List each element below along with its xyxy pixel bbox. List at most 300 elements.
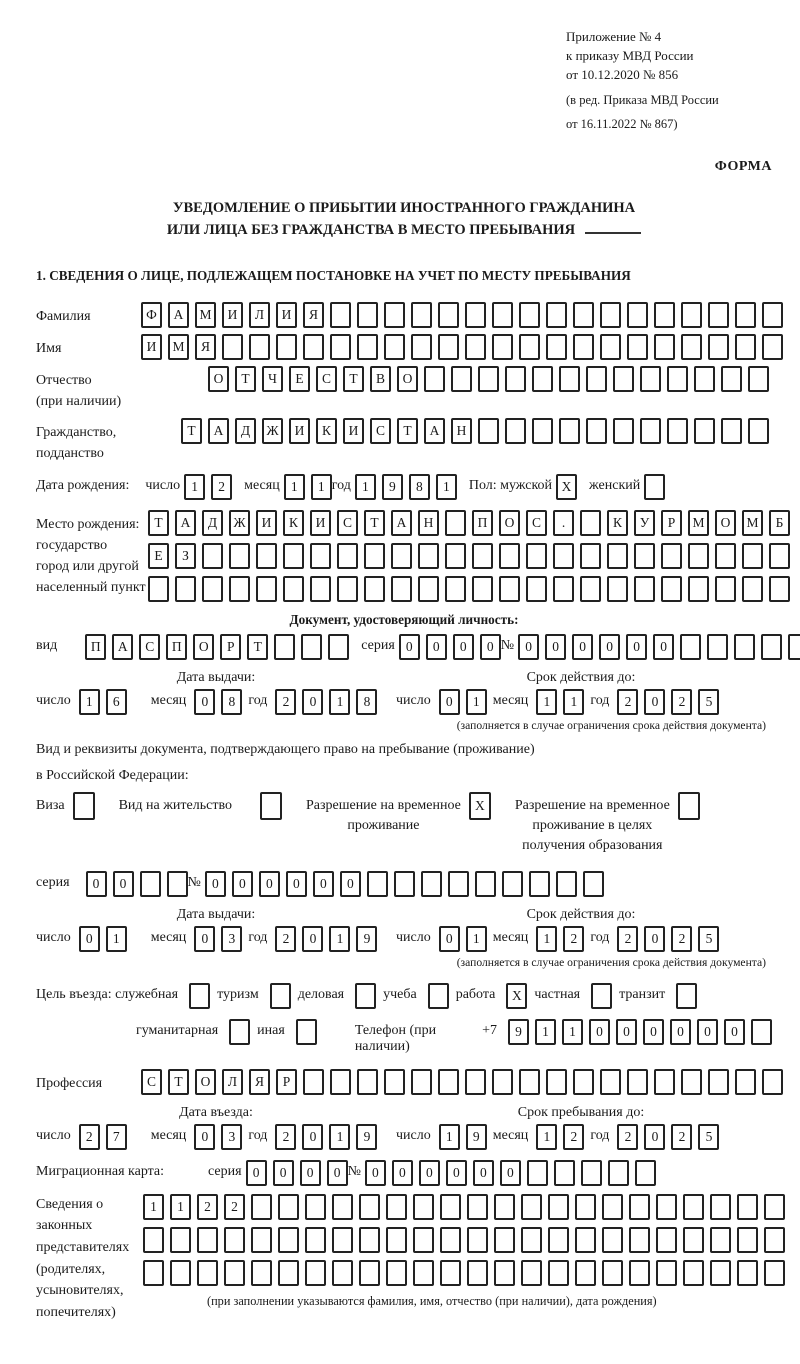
char-cell[interactable]: П xyxy=(85,634,106,660)
char-cell[interactable] xyxy=(364,543,385,569)
char-cell[interactable] xyxy=(627,1069,648,1095)
char-cell[interactable]: 8 xyxy=(409,474,430,500)
char-cell[interactable]: О xyxy=(208,366,229,392)
char-cell[interactable] xyxy=(310,543,331,569)
legal-reps-row2-cells[interactable] xyxy=(143,1227,785,1253)
doc-issue-day-cells[interactable] xyxy=(79,689,127,715)
char-cell[interactable] xyxy=(554,1160,575,1186)
char-cell[interactable] xyxy=(661,543,682,569)
char-cell[interactable] xyxy=(73,792,95,820)
char-cell[interactable] xyxy=(310,576,331,602)
char-cell[interactable] xyxy=(189,983,210,1009)
char-cell[interactable]: Т xyxy=(168,1069,189,1095)
char-cell[interactable] xyxy=(627,302,648,328)
char-cell[interactable] xyxy=(654,1069,675,1095)
char-cell[interactable] xyxy=(580,543,601,569)
char-cell[interactable] xyxy=(548,1260,569,1286)
char-cell[interactable]: М xyxy=(195,302,216,328)
permit-issue-year-cells[interactable] xyxy=(275,926,377,952)
char-cell[interactable]: К xyxy=(283,510,304,536)
char-cell[interactable]: М xyxy=(742,510,763,536)
char-cell[interactable] xyxy=(467,1260,488,1286)
char-cell[interactable] xyxy=(656,1227,677,1253)
char-cell[interactable]: 0 xyxy=(399,634,420,660)
permit-valid-year-cells[interactable] xyxy=(617,926,719,952)
char-cell[interactable] xyxy=(357,1069,378,1095)
char-cell[interactable] xyxy=(710,1260,731,1286)
surname-cells[interactable] xyxy=(141,302,783,328)
char-cell[interactable]: 2 xyxy=(563,926,584,952)
char-cell[interactable] xyxy=(411,302,432,328)
char-cell[interactable]: 0 xyxy=(616,1019,637,1045)
char-cell[interactable] xyxy=(413,1194,434,1220)
char-cell[interactable]: Я xyxy=(195,334,216,360)
char-cell[interactable]: 0 xyxy=(473,1160,494,1186)
char-cell[interactable]: X xyxy=(556,474,577,500)
char-cell[interactable]: В xyxy=(370,366,391,392)
char-cell[interactable]: 0 xyxy=(205,871,226,897)
char-cell[interactable]: 1 xyxy=(466,926,487,952)
purpose-transit-checkbox[interactable] xyxy=(676,983,697,1009)
char-cell[interactable] xyxy=(251,1260,272,1286)
char-cell[interactable]: С xyxy=(141,1069,162,1095)
char-cell[interactable]: 3 xyxy=(221,926,242,952)
char-cell[interactable] xyxy=(737,1227,758,1253)
char-cell[interactable] xyxy=(607,576,628,602)
char-cell[interactable] xyxy=(411,1069,432,1095)
char-cell[interactable] xyxy=(613,366,634,392)
char-cell[interactable] xyxy=(499,543,520,569)
char-cell[interactable]: 0 xyxy=(446,1160,467,1186)
char-cell[interactable] xyxy=(143,1227,164,1253)
residence-permit-checkbox[interactable] xyxy=(260,792,282,820)
char-cell[interactable] xyxy=(629,1260,650,1286)
char-cell[interactable] xyxy=(148,576,169,602)
char-cell[interactable]: 2 xyxy=(79,1124,100,1150)
char-cell[interactable] xyxy=(681,1069,702,1095)
char-cell[interactable]: 2 xyxy=(275,689,296,715)
char-cell[interactable] xyxy=(451,366,472,392)
char-cell[interactable] xyxy=(607,543,628,569)
doc-valid-month-cells[interactable] xyxy=(536,689,584,715)
char-cell[interactable] xyxy=(256,576,277,602)
char-cell[interactable]: С xyxy=(316,366,337,392)
char-cell[interactable] xyxy=(521,1227,542,1253)
char-cell[interactable]: 0 xyxy=(644,926,665,952)
char-cell[interactable] xyxy=(640,418,661,444)
char-cell[interactable] xyxy=(494,1194,515,1220)
char-cell[interactable] xyxy=(737,1194,758,1220)
char-cell[interactable] xyxy=(600,334,621,360)
char-cell[interactable]: Н xyxy=(418,510,439,536)
char-cell[interactable] xyxy=(761,634,782,660)
char-cell[interactable] xyxy=(586,366,607,392)
char-cell[interactable] xyxy=(418,543,439,569)
char-cell[interactable] xyxy=(357,334,378,360)
char-cell[interactable] xyxy=(394,871,415,897)
char-cell[interactable] xyxy=(492,1069,513,1095)
char-cell[interactable]: 0 xyxy=(259,871,280,897)
char-cell[interactable]: . xyxy=(553,510,574,536)
char-cell[interactable] xyxy=(229,543,250,569)
legal-reps-row1-cells[interactable] xyxy=(143,1194,785,1220)
char-cell[interactable] xyxy=(411,334,432,360)
char-cell[interactable] xyxy=(715,543,736,569)
char-cell[interactable]: 3 xyxy=(221,1124,242,1150)
char-cell[interactable]: А xyxy=(391,510,412,536)
char-cell[interactable] xyxy=(715,576,736,602)
permit-series-cells[interactable] xyxy=(86,871,188,897)
char-cell[interactable] xyxy=(762,302,783,328)
char-cell[interactable]: Р xyxy=(220,634,241,660)
char-cell[interactable]: А xyxy=(112,634,133,660)
char-cell[interactable]: Б xyxy=(769,510,790,536)
char-cell[interactable] xyxy=(694,418,715,444)
char-cell[interactable]: К xyxy=(316,418,337,444)
char-cell[interactable] xyxy=(602,1227,623,1253)
char-cell[interactable]: 1 xyxy=(170,1194,191,1220)
char-cell[interactable] xyxy=(386,1227,407,1253)
char-cell[interactable]: Т xyxy=(247,634,268,660)
char-cell[interactable] xyxy=(197,1227,218,1253)
char-cell[interactable]: Ж xyxy=(262,418,283,444)
char-cell[interactable]: Д xyxy=(235,418,256,444)
name-cells[interactable] xyxy=(141,334,783,360)
char-cell[interactable] xyxy=(742,543,763,569)
char-cell[interactable] xyxy=(440,1260,461,1286)
char-cell[interactable] xyxy=(384,302,405,328)
char-cell[interactable] xyxy=(337,576,358,602)
char-cell[interactable] xyxy=(274,634,295,660)
char-cell[interactable]: 9 xyxy=(466,1124,487,1150)
entry-month-cells[interactable] xyxy=(194,1124,242,1150)
char-cell[interactable] xyxy=(553,543,574,569)
char-cell[interactable]: О xyxy=(195,1069,216,1095)
char-cell[interactable] xyxy=(764,1227,785,1253)
char-cell[interactable]: 7 xyxy=(106,1124,127,1150)
char-cell[interactable] xyxy=(502,871,523,897)
char-cell[interactable] xyxy=(608,1160,629,1186)
char-cell[interactable] xyxy=(301,634,322,660)
char-cell[interactable] xyxy=(688,576,709,602)
char-cell[interactable] xyxy=(548,1194,569,1220)
permit-valid-month-cells[interactable] xyxy=(536,926,584,952)
char-cell[interactable] xyxy=(467,1227,488,1253)
char-cell[interactable] xyxy=(224,1260,245,1286)
char-cell[interactable]: Т xyxy=(181,418,202,444)
char-cell[interactable]: Р xyxy=(661,510,682,536)
char-cell[interactable] xyxy=(580,576,601,602)
char-cell[interactable] xyxy=(424,366,445,392)
char-cell[interactable] xyxy=(519,302,540,328)
entry-year-cells[interactable] xyxy=(275,1124,377,1150)
char-cell[interactable] xyxy=(229,1019,250,1045)
char-cell[interactable]: Т xyxy=(397,418,418,444)
char-cell[interactable] xyxy=(445,576,466,602)
char-cell[interactable] xyxy=(735,334,756,360)
char-cell[interactable] xyxy=(751,1019,772,1045)
char-cell[interactable] xyxy=(355,983,376,1009)
purpose-private-checkbox[interactable] xyxy=(591,983,612,1009)
char-cell[interactable]: А xyxy=(208,418,229,444)
doc-valid-year-cells[interactable] xyxy=(617,689,719,715)
char-cell[interactable] xyxy=(681,334,702,360)
char-cell[interactable]: 0 xyxy=(626,634,647,660)
char-cell[interactable]: 2 xyxy=(563,1124,584,1150)
char-cell[interactable] xyxy=(170,1260,191,1286)
char-cell[interactable]: 9 xyxy=(382,474,403,500)
char-cell[interactable] xyxy=(465,334,486,360)
doc-issue-month-cells[interactable] xyxy=(194,689,242,715)
char-cell[interactable]: М xyxy=(688,510,709,536)
entry-day-cells[interactable] xyxy=(79,1124,127,1150)
char-cell[interactable] xyxy=(742,576,763,602)
char-cell[interactable] xyxy=(143,1260,164,1286)
purpose-humanitarian-checkbox[interactable] xyxy=(229,1019,250,1045)
char-cell[interactable]: М xyxy=(168,334,189,360)
permit-number-cells[interactable] xyxy=(205,871,604,897)
char-cell[interactable]: А xyxy=(424,418,445,444)
char-cell[interactable] xyxy=(559,366,580,392)
char-cell[interactable]: 0 xyxy=(327,1160,348,1186)
char-cell[interactable]: 1 xyxy=(439,1124,460,1150)
char-cell[interactable] xyxy=(337,543,358,569)
char-cell[interactable] xyxy=(586,418,607,444)
char-cell[interactable]: Л xyxy=(249,302,270,328)
char-cell[interactable] xyxy=(573,302,594,328)
char-cell[interactable] xyxy=(519,1069,540,1095)
char-cell[interactable]: 1 xyxy=(355,474,376,500)
char-cell[interactable]: И xyxy=(141,334,162,360)
char-cell[interactable] xyxy=(644,474,665,500)
char-cell[interactable] xyxy=(332,1227,353,1253)
purpose-business-checkbox[interactable] xyxy=(189,983,210,1009)
char-cell[interactable] xyxy=(332,1194,353,1220)
char-cell[interactable] xyxy=(640,366,661,392)
char-cell[interactable] xyxy=(505,418,526,444)
char-cell[interactable] xyxy=(391,543,412,569)
char-cell[interactable] xyxy=(710,1194,731,1220)
char-cell[interactable] xyxy=(548,1227,569,1253)
char-cell[interactable] xyxy=(546,1069,567,1095)
char-cell[interactable]: 0 xyxy=(453,634,474,660)
char-cell[interactable] xyxy=(465,302,486,328)
char-cell[interactable] xyxy=(278,1260,299,1286)
char-cell[interactable] xyxy=(303,334,324,360)
char-cell[interactable]: Е xyxy=(289,366,310,392)
char-cell[interactable] xyxy=(167,871,188,897)
char-cell[interactable] xyxy=(445,510,466,536)
permit-valid-day-cells[interactable] xyxy=(439,926,487,952)
char-cell[interactable]: С xyxy=(370,418,391,444)
char-cell[interactable]: 0 xyxy=(273,1160,294,1186)
char-cell[interactable]: 0 xyxy=(644,689,665,715)
char-cell[interactable] xyxy=(769,576,790,602)
char-cell[interactable] xyxy=(140,871,161,897)
char-cell[interactable] xyxy=(764,1194,785,1220)
char-cell[interactable]: 2 xyxy=(617,926,638,952)
char-cell[interactable] xyxy=(721,366,742,392)
char-cell[interactable] xyxy=(708,334,729,360)
char-cell[interactable] xyxy=(270,983,291,1009)
char-cell[interactable] xyxy=(737,1260,758,1286)
edu-permit-checkbox[interactable] xyxy=(678,792,700,820)
char-cell[interactable]: 1 xyxy=(143,1194,164,1220)
char-cell[interactable] xyxy=(735,302,756,328)
char-cell[interactable]: 1 xyxy=(79,689,100,715)
char-cell[interactable] xyxy=(748,418,769,444)
char-cell[interactable]: Я xyxy=(303,302,324,328)
char-cell[interactable] xyxy=(448,871,469,897)
char-cell[interactable] xyxy=(721,418,742,444)
char-cell[interactable] xyxy=(654,334,675,360)
char-cell[interactable] xyxy=(413,1260,434,1286)
char-cell[interactable]: О xyxy=(715,510,736,536)
char-cell[interactable]: 1 xyxy=(106,926,127,952)
char-cell[interactable]: О xyxy=(499,510,520,536)
char-cell[interactable] xyxy=(656,1260,677,1286)
birth-place-row2-cells[interactable] xyxy=(148,543,790,569)
char-cell[interactable] xyxy=(656,1194,677,1220)
char-cell[interactable] xyxy=(635,1160,656,1186)
char-cell[interactable] xyxy=(296,1019,317,1045)
char-cell[interactable]: 0 xyxy=(194,1124,215,1150)
char-cell[interactable] xyxy=(330,1069,351,1095)
char-cell[interactable] xyxy=(440,1227,461,1253)
char-cell[interactable]: И xyxy=(310,510,331,536)
char-cell[interactable] xyxy=(519,334,540,360)
char-cell[interactable]: 0 xyxy=(302,689,323,715)
char-cell[interactable] xyxy=(681,302,702,328)
char-cell[interactable]: 1 xyxy=(466,689,487,715)
char-cell[interactable]: 1 xyxy=(311,474,332,500)
char-cell[interactable] xyxy=(492,334,513,360)
char-cell[interactable] xyxy=(305,1227,326,1253)
migration-series-cells[interactable] xyxy=(246,1160,348,1186)
char-cell[interactable]: С xyxy=(526,510,547,536)
char-cell[interactable] xyxy=(330,302,351,328)
char-cell[interactable]: 1 xyxy=(536,689,557,715)
char-cell[interactable] xyxy=(357,302,378,328)
char-cell[interactable]: Ф xyxy=(141,302,162,328)
char-cell[interactable]: Т xyxy=(235,366,256,392)
char-cell[interactable] xyxy=(683,1260,704,1286)
char-cell[interactable] xyxy=(222,334,243,360)
char-cell[interactable] xyxy=(472,576,493,602)
profession-cells[interactable] xyxy=(141,1069,783,1095)
char-cell[interactable] xyxy=(710,1227,731,1253)
char-cell[interactable]: 1 xyxy=(536,1124,557,1150)
char-cell[interactable]: 0 xyxy=(426,634,447,660)
char-cell[interactable] xyxy=(303,1069,324,1095)
char-cell[interactable] xyxy=(667,366,688,392)
purpose-tourism-checkbox[interactable] xyxy=(270,983,291,1009)
char-cell[interactable] xyxy=(384,334,405,360)
char-cell[interactable] xyxy=(762,1069,783,1095)
char-cell[interactable]: О xyxy=(193,634,214,660)
char-cell[interactable] xyxy=(229,576,250,602)
birth-month-cells[interactable] xyxy=(284,474,332,500)
char-cell[interactable] xyxy=(175,576,196,602)
char-cell[interactable] xyxy=(591,983,612,1009)
char-cell[interactable]: Т xyxy=(148,510,169,536)
char-cell[interactable] xyxy=(332,1260,353,1286)
char-cell[interactable]: 0 xyxy=(439,689,460,715)
char-cell[interactable]: 2 xyxy=(617,689,638,715)
char-cell[interactable]: 0 xyxy=(194,689,215,715)
legal-reps-row3-cells[interactable] xyxy=(143,1260,785,1286)
char-cell[interactable] xyxy=(529,871,550,897)
char-cell[interactable] xyxy=(708,302,729,328)
char-cell[interactable]: 6 xyxy=(106,689,127,715)
char-cell[interactable] xyxy=(494,1227,515,1253)
char-cell[interactable]: Т xyxy=(364,510,385,536)
char-cell[interactable]: 2 xyxy=(671,689,692,715)
char-cell[interactable] xyxy=(249,334,270,360)
char-cell[interactable] xyxy=(575,1194,596,1220)
char-cell[interactable]: 9 xyxy=(356,1124,377,1150)
char-cell[interactable] xyxy=(256,543,277,569)
char-cell[interactable] xyxy=(467,1194,488,1220)
temp-permit-checkbox[interactable] xyxy=(469,792,491,820)
char-cell[interactable]: 0 xyxy=(79,926,100,952)
char-cell[interactable]: 0 xyxy=(724,1019,745,1045)
char-cell[interactable]: 0 xyxy=(246,1160,267,1186)
char-cell[interactable] xyxy=(421,871,442,897)
char-cell[interactable]: А xyxy=(168,302,189,328)
char-cell[interactable]: И xyxy=(256,510,277,536)
char-cell[interactable]: 0 xyxy=(697,1019,718,1045)
visa-checkbox[interactable] xyxy=(73,792,95,820)
char-cell[interactable]: 1 xyxy=(563,689,584,715)
char-cell[interactable] xyxy=(202,576,223,602)
char-cell[interactable] xyxy=(384,1069,405,1095)
char-cell[interactable] xyxy=(438,1069,459,1095)
char-cell[interactable] xyxy=(527,1160,548,1186)
char-cell[interactable]: 1 xyxy=(536,926,557,952)
char-cell[interactable] xyxy=(600,302,621,328)
stay-year-cells[interactable] xyxy=(617,1124,719,1150)
char-cell[interactable] xyxy=(546,302,567,328)
citizenship-cells[interactable] xyxy=(181,418,769,444)
char-cell[interactable]: 0 xyxy=(599,634,620,660)
char-cell[interactable] xyxy=(667,418,688,444)
char-cell[interactable]: 1 xyxy=(436,474,457,500)
char-cell[interactable] xyxy=(764,1260,785,1286)
char-cell[interactable]: 0 xyxy=(670,1019,691,1045)
sex-female-checkbox[interactable] xyxy=(644,474,665,500)
char-cell[interactable]: И xyxy=(289,418,310,444)
char-cell[interactable]: И xyxy=(343,418,364,444)
birth-place-row1-cells[interactable] xyxy=(148,510,790,536)
char-cell[interactable] xyxy=(438,302,459,328)
char-cell[interactable] xyxy=(475,871,496,897)
char-cell[interactable] xyxy=(683,1194,704,1220)
char-cell[interactable]: 0 xyxy=(545,634,566,660)
char-cell[interactable]: Т xyxy=(343,366,364,392)
permit-issue-month-cells[interactable] xyxy=(194,926,242,952)
char-cell[interactable]: Я xyxy=(249,1069,270,1095)
char-cell[interactable] xyxy=(654,302,675,328)
char-cell[interactable]: 1 xyxy=(329,926,350,952)
char-cell[interactable] xyxy=(305,1194,326,1220)
char-cell[interactable] xyxy=(359,1194,380,1220)
char-cell[interactable] xyxy=(694,366,715,392)
char-cell[interactable]: 0 xyxy=(439,926,460,952)
char-cell[interactable] xyxy=(170,1227,191,1253)
char-cell[interactable]: 0 xyxy=(518,634,539,660)
sex-male-checkbox[interactable] xyxy=(556,474,577,500)
